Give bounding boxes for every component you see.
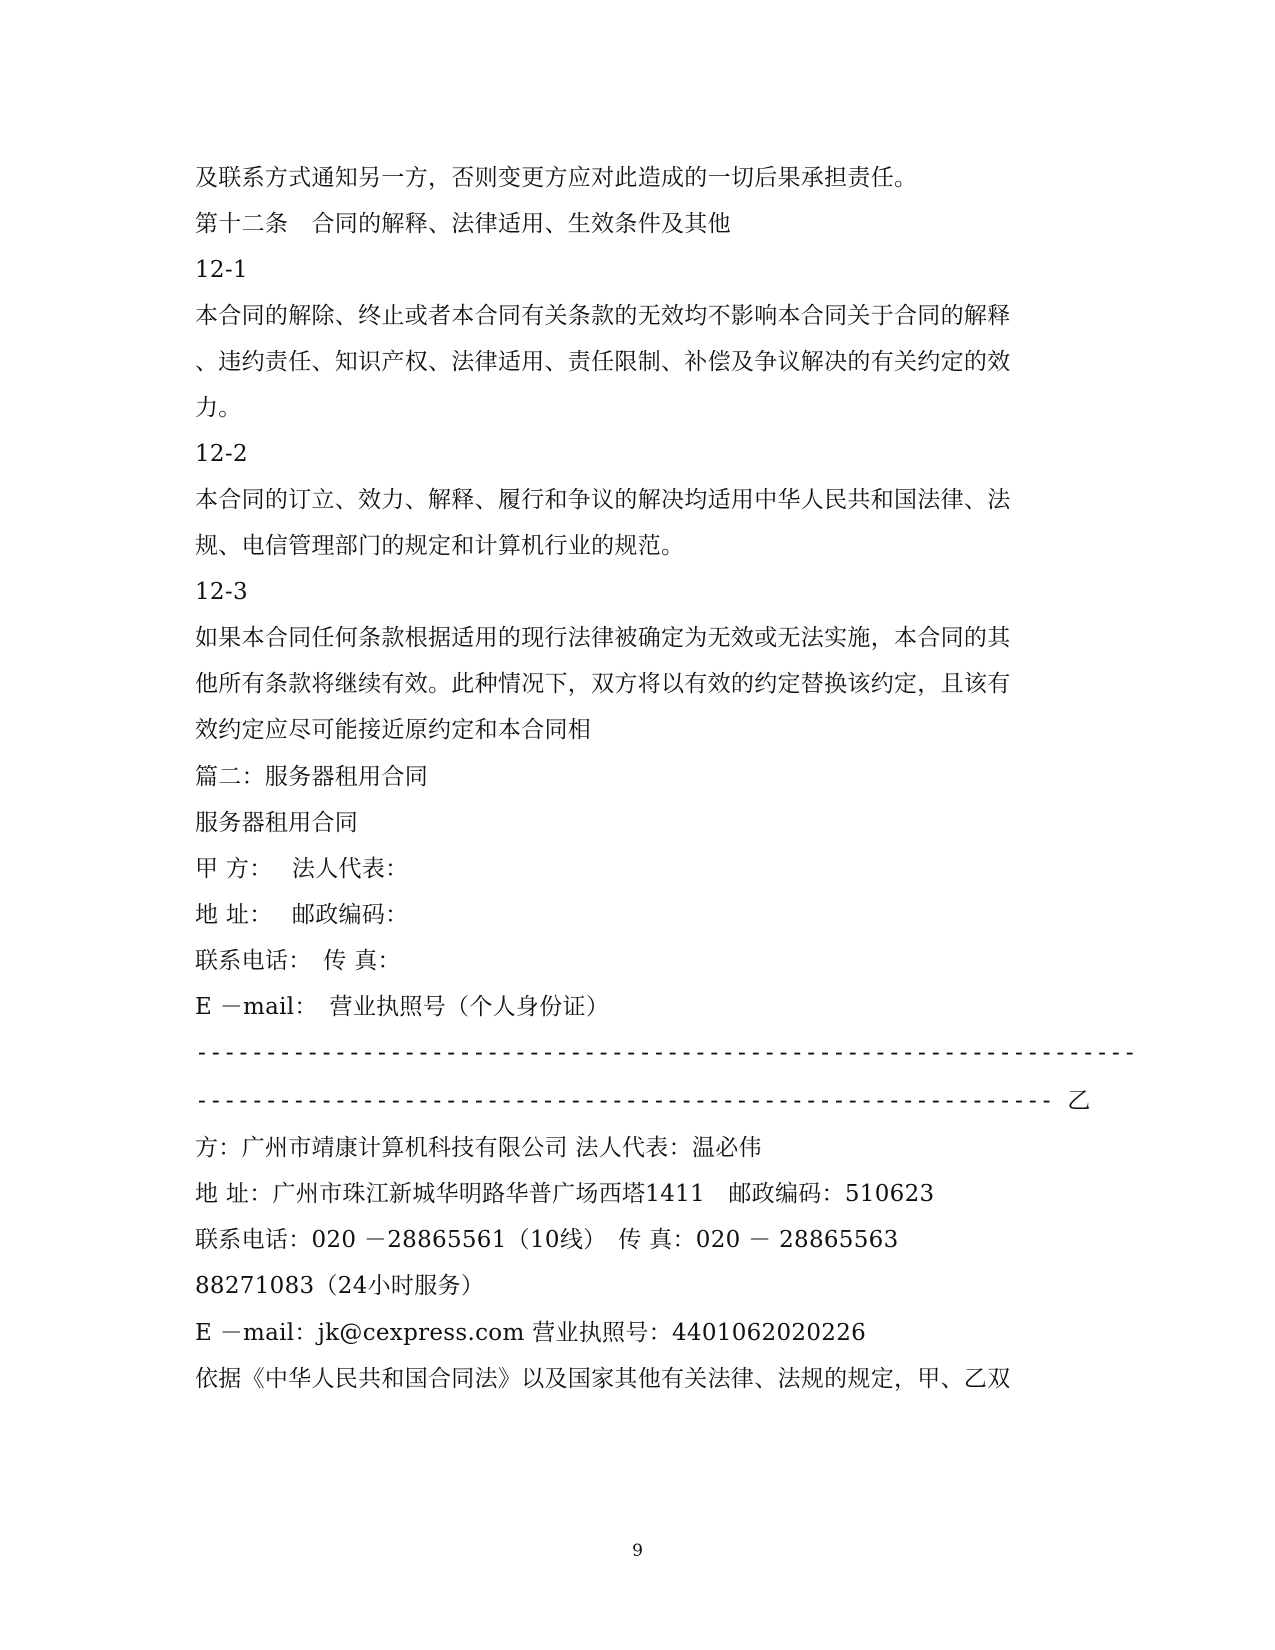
- text-line: 本合同的订立、效力、解释、履行和争议的解决均适用中华人民共和国法律、法: [195, 487, 1011, 513]
- party-a-name-line: 甲 方： 法人代表：: [195, 856, 409, 882]
- party-b-phone-line: 联系电话：020 －28865561（10线） 传 真：020 － 28865563: [195, 1227, 899, 1253]
- party-a-address-line: 地 址： 邮政编码：: [195, 902, 409, 928]
- text-line: 力。: [195, 395, 242, 421]
- part-heading: 篇二：服务器租用合同: [195, 764, 428, 790]
- clause-number: 12-1: [195, 257, 248, 283]
- party-b-service-line: 88271083（24小时服务）: [195, 1273, 485, 1299]
- party-b-address-line: 地 址：广州市珠江新城华明路华普广场西塔1411 邮政编码：510623: [195, 1181, 935, 1207]
- contract-title: 服务器租用合同: [195, 810, 359, 836]
- party-b-name-line: 方：广州市靖康计算机科技有限公司 法人代表：温必伟: [195, 1135, 762, 1161]
- party-b-email-line: E －mail：jk@cexpress.com 营业执照号：4401062020226: [195, 1320, 867, 1346]
- section-heading: 第十二条 合同的解释、法律适用、生效条件及其他: [195, 211, 731, 237]
- text-line: 及联系方式通知另一方，否则变更方应对此造成的一切后果承担责任。: [195, 165, 918, 191]
- clause-number: 12-3: [195, 579, 248, 605]
- clause-number: 12-2: [195, 441, 248, 467]
- separator-line: --------------------------------------------------------------------: [195, 1040, 1137, 1066]
- text-line: 他所有条款将继续有效。此种情况下，双方将以有效的约定替换该约定，且该有: [195, 671, 1011, 697]
- text-line: 、违约责任、知识产权、法律适用、责任限制、补偿及争议解决的有关约定的效: [195, 349, 1011, 375]
- text-line: 依据《中华人民共和国合同法》以及国家其他有关法律、法规的规定，甲、乙双: [195, 1366, 1011, 1392]
- text-line: 效约定应尽可能接近原约定和本合同相: [195, 717, 592, 743]
- party-a-email-line: E －mail： 营业执照号（个人身份证）: [195, 994, 610, 1020]
- text-line: 本合同的解除、终止或者本合同有关条款的无效均不影响本合同关于合同的解释: [195, 303, 1011, 329]
- page-number: 9: [632, 1541, 643, 1561]
- text-line: 如果本合同任何条款根据适用的现行法律被确定为无效或无法实施，本合同的其: [195, 625, 1011, 651]
- party-a-phone-line: 联系电话： 传 真：: [195, 948, 401, 974]
- text-line: 规、电信管理部门的规定和计算机行业的规范。: [195, 533, 685, 559]
- separator-line: -------------------------------------------------------------- 乙: [195, 1088, 1091, 1114]
